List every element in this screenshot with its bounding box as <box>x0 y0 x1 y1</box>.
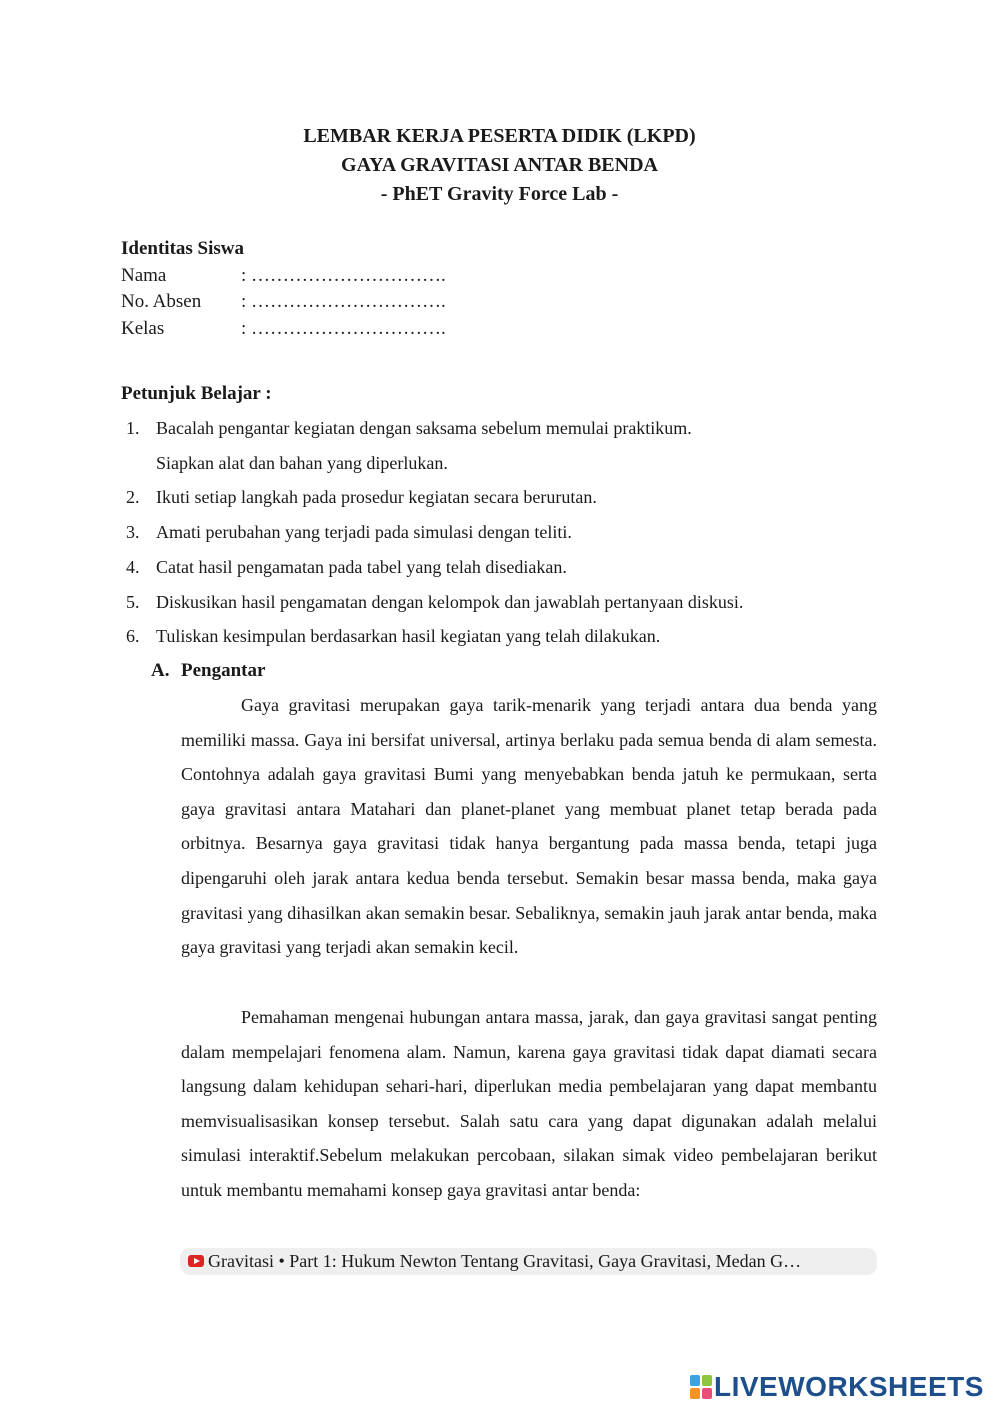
list-text: Bacalah pengantar kegiatan dengan saksama sebelum memulai praktikum. <box>156 418 692 438</box>
video-link-text[interactable]: Gravitasi • Part 1: Hukum Newton Tentang Gravitasi, Gaya Gravitasi, Medan G… <box>208 1251 802 1271</box>
list-text: Amati perubahan yang terjadi pada simulasi dengan teliti. <box>156 522 572 542</box>
identity-row-absen <box>121 291 446 313</box>
list-number: 1. <box>126 418 140 438</box>
section-letter: A. <box>151 660 170 681</box>
identity-row-nama <box>121 265 446 287</box>
list-text: Catat hasil pengamatan pada tabel yang telah disediakan. <box>156 557 567 577</box>
title-line-2: GAYA GRAVITASI ANTAR BENDA <box>341 154 658 176</box>
title-line-1: LEMBAR KERJA PESERTA DIDIK (LKPD) <box>303 125 696 147</box>
list-text: Diskusikan hasil pengamatan dengan kelompok dan jawablah pertanyaan diskusi. <box>156 592 744 612</box>
list-number: 6. <box>126 626 140 646</box>
intro-paragraph-2: Pemahaman mengenai hubungan antara massa, jarak, dan gaya gravitasi sangat penting dalam mempelajari fenomena alam. Namun, karena gaya gravitasi tidak dapat diamati secara langsung dalam kehidupan sehari-hari, diperlukan media pembelajaran yang dapat membantu memvisualisasikan konsep tersebut. Salah satu cara yang dapat digunakan adalah melalui simulasi interaktif.Sebelum melakukan percobaan, silakan simak video pembelajaran berikut untuk membantu memahami konsep gaya gravitasi antar benda: <box>181 1007 877 1200</box>
list-text: Tuliskan kesimpulan berdasarkan hasil kegiatan yang telah dilakukan. <box>156 626 661 646</box>
list-text: Siapkan alat dan bahan yang diperlukan. <box>156 453 448 473</box>
title-line-3: - PhET Gravity Force Lab - <box>380 183 619 205</box>
youtube-icon <box>188 1255 204 1267</box>
identity-row-kelas <box>121 318 446 340</box>
identity-label: Nama <box>121 265 167 286</box>
list-number: 2. <box>126 487 140 507</box>
instructions-heading: Petunjuk Belajar : <box>121 383 272 404</box>
identity-label: No. Absen <box>121 291 202 312</box>
intro-paragraph-1: Gaya gravitasi merupakan gaya tarik-menarik yang terjadi antara dua benda yang memiliki massa. Gaya ini bersifat universal, artinya berlaku pada semua benda di alam semesta. Contohnya adalah gaya gravitasi Bumi yang menyebabkan benda jatuh ke permukaan, serta gaya gravitasi antara Matahari dan planet-planet yang membuat planet tetap berada pada orbitnya. Besarnya gaya gravitasi tidak hanya bergantung pada massa benda, tetapi juga dipengaruhi oleh jarak antara kedua benda tersebut. Semakin besar massa benda, maka gaya gravitasi yang dihasilkan akan semakin besar. Sebaliknya, semakin jauh jarak antar benda, maka gaya gravitasi yang terjadi akan semakin kecil. <box>181 695 877 958</box>
list-text: Ikuti setiap langkah pada prosedur kegiatan secara berurutan. <box>156 487 597 507</box>
identity-value[interactable]: : …………………………. <box>241 291 446 312</box>
liveworksheets-logo-icon <box>690 1375 712 1399</box>
video-link[interactable] <box>180 1248 877 1275</box>
identity-value[interactable]: : …………………………. <box>241 318 446 339</box>
brand-name: LIVEWORKSHEETS <box>714 1371 984 1402</box>
identity-heading: Identitas Siswa <box>121 238 244 259</box>
list-number: 5. <box>126 592 140 612</box>
list-number: 4. <box>126 557 140 577</box>
list-number: 3. <box>126 522 140 542</box>
identity-value[interactable]: : …………………………. <box>241 265 446 286</box>
section-heading <box>151 660 265 682</box>
identity-label: Kelas <box>121 318 165 339</box>
section-title: Pengantar <box>181 660 266 681</box>
